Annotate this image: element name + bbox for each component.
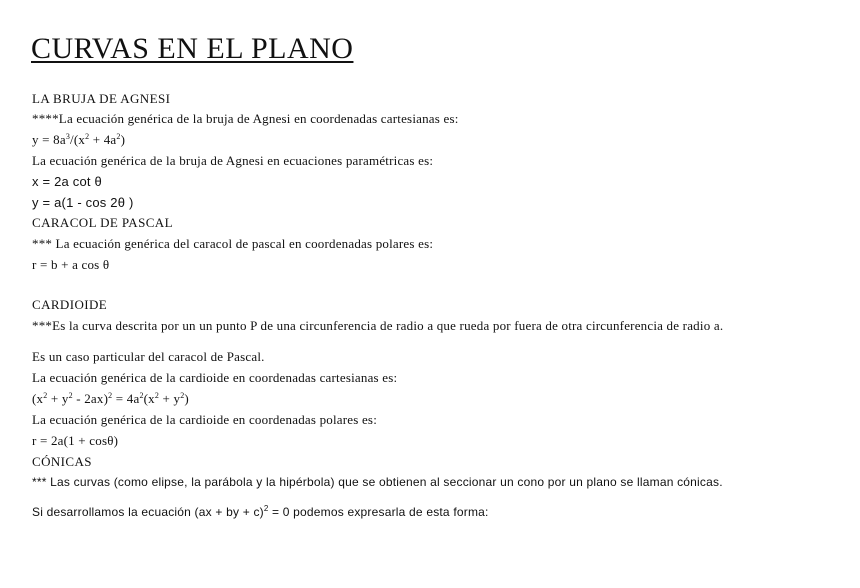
formula-part: - 2ax)	[72, 391, 109, 406]
formula-exponent: 2	[154, 391, 160, 400]
cardioide-definition: ***Es la curva descrita por un un punto P de una circunferencia de radio a que rueda por fuera de otra circunferencia de radio a.	[32, 318, 724, 333]
pascal-polar-formula: r = b + a cos θ	[32, 257, 110, 272]
cardioide-polar-formula: r = 2a(1 + cosθ)	[32, 433, 119, 448]
formula-part: )	[120, 132, 126, 147]
formula-part: )	[184, 391, 189, 406]
formula-exponent: 2	[116, 132, 121, 141]
conicas-definition: *** Las curvas (como elipse, la parábola y la hipérbola) que se obtienen al seccionar un cono por un plano se llaman cónicas.	[32, 475, 723, 489]
formula-exponent: 2	[43, 391, 48, 400]
section-heading-pascal: CARACOL DE PASCAL	[32, 215, 173, 230]
cardioide-cartesian-formula	[32, 392, 189, 406]
formula-exponent: 2	[68, 391, 73, 400]
formula-part: + y	[159, 391, 181, 406]
agnesi-cartesian-formula	[32, 133, 125, 147]
formula-exponent: 3	[65, 132, 71, 141]
formula-part: /(x	[70, 132, 86, 147]
cardioide-polar-intro: La ecuación genérica de la cardioide en coordenadas polares es:	[32, 412, 378, 427]
agnesi-parametric-y: y = a(1 - cos 2θ )	[32, 195, 134, 210]
formula-exponent: 2	[85, 132, 90, 141]
section-heading-agnesi: LA BRUJA DE AGNESI	[32, 91, 171, 106]
agnesi-cartesian-intro: ****La ecuación genérica de la bruja de Agnesi en coordenadas cartesianas es:	[32, 111, 459, 126]
formula-exponent: 2	[263, 504, 269, 513]
formula-part: y = 8a	[32, 132, 66, 147]
section-heading-cardioide: CARDIOIDE	[32, 297, 108, 312]
formula-exponent: 2	[139, 391, 144, 400]
formula-exponent: 2	[180, 391, 185, 400]
formula-part: (x	[143, 391, 155, 406]
formula-exponent: 2	[108, 391, 113, 400]
agnesi-parametric-intro: La ecuación genérica de la bruja de Agnesi en ecuaciones paramétricas es:	[32, 153, 434, 168]
section-heading-conicas: CÓNICAS	[32, 454, 92, 469]
formula-part: = 4a	[112, 391, 140, 406]
text-part: = 0 podemos expresarla de esta forma:	[268, 505, 489, 519]
cardioide-cartesian-intro: La ecuación genérica de la cardioide en coordenadas cartesianas es:	[32, 370, 398, 385]
page-title: CURVAS EN EL PLANO	[31, 32, 354, 65]
cardioide-particular-case: Es un caso particular del caracol de Pascal.	[32, 349, 265, 364]
agnesi-parametric-x: x = 2a cot θ	[32, 174, 102, 189]
formula-part: + 4a	[89, 132, 117, 147]
conicas-expression	[32, 505, 489, 519]
formula-part: + y	[47, 391, 69, 406]
formula-part: (x	[32, 391, 44, 406]
pascal-polar-intro: *** La ecuación genérica del caracol de pascal en coordenadas polares es:	[32, 236, 434, 251]
text-part: Si desarrollamos la ecuación (ax + by + c)	[32, 505, 264, 519]
